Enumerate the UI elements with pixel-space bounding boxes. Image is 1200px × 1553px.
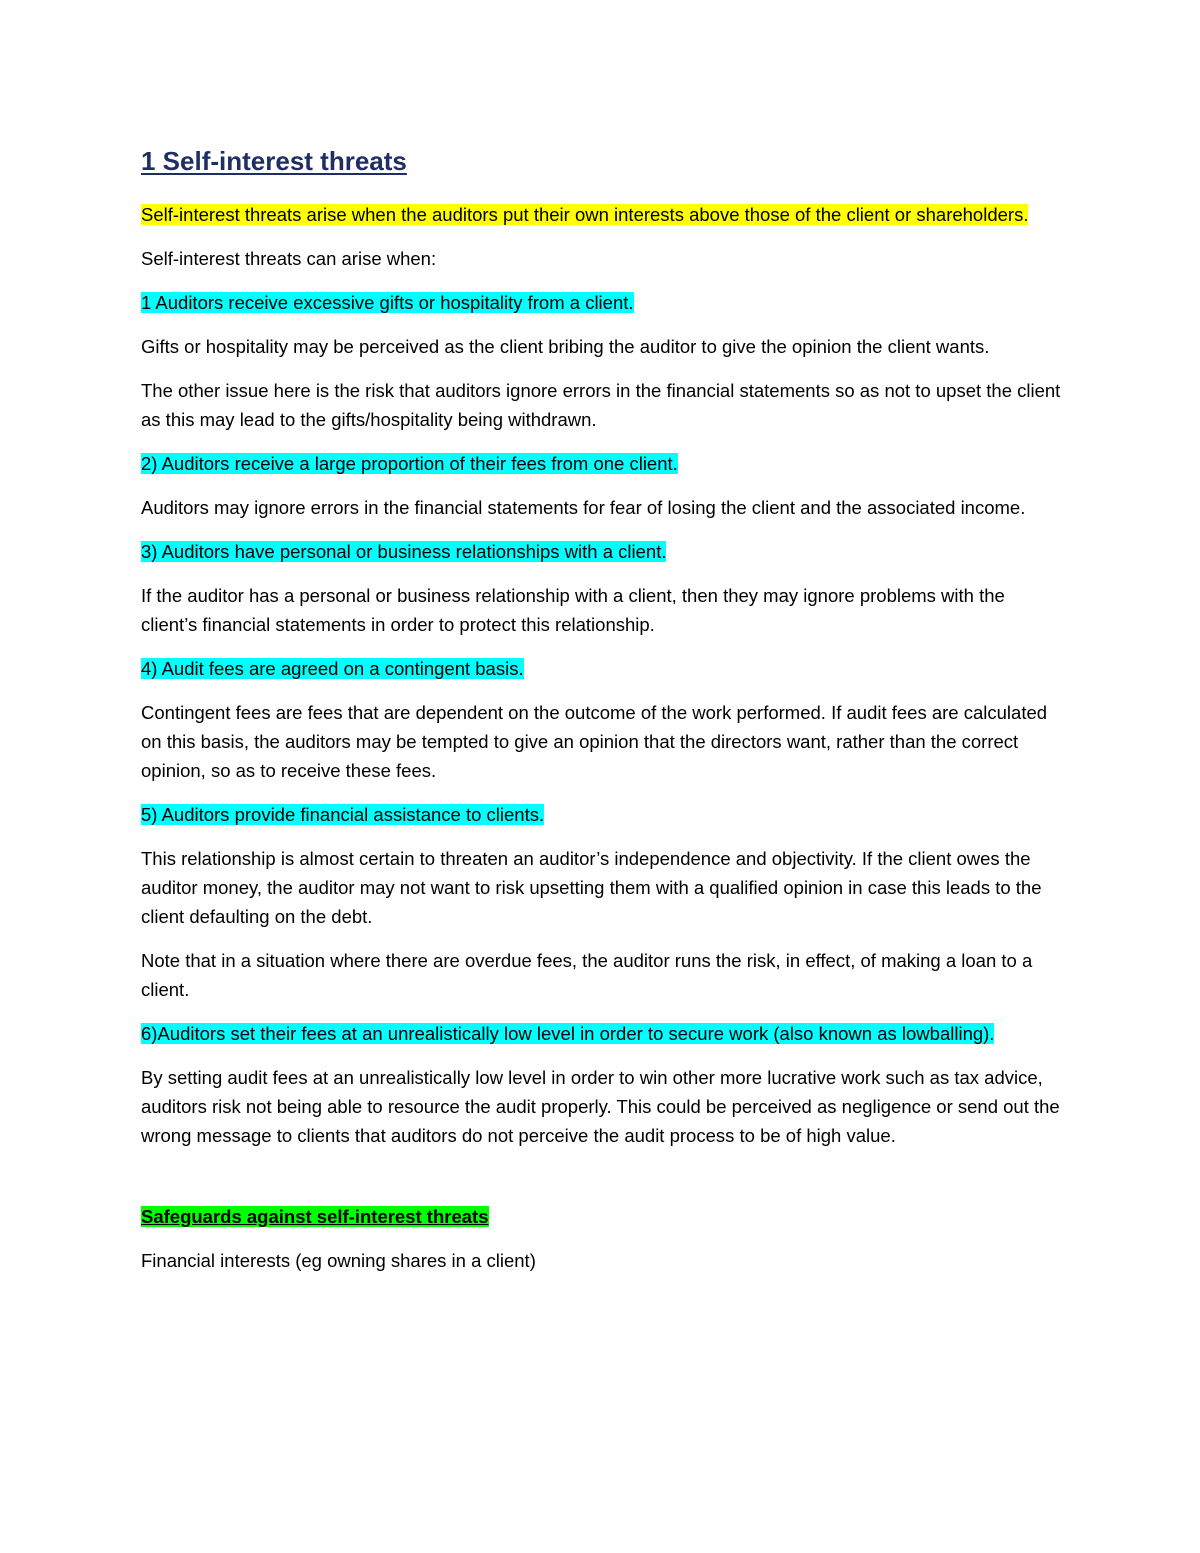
item-title-text: 5) Auditors provide financial assistance to clients.	[141, 804, 545, 825]
item-paragraph: Gifts or hospitality may be perceived as the client bribing the auditor to give the opinion the client wants.	[141, 336, 990, 357]
lead-in-text: Self-interest threats can arise when:	[141, 248, 437, 269]
item-paragraph: Auditors may ignore errors in the financial statements for fear of losing the client and the associated income.	[141, 497, 1026, 518]
item-title-text: 2) Auditors receive a large proportion of their fees from one client.	[141, 453, 678, 474]
item-paragraph: By setting audit fees at an unrealistically low level in order to win other more lucrative work such as tax advice, auditors risk not being able to resource the audit properly. This could be perceived as negligence or send out the wrong message to clients that auditors do not perceive the audit process to be of high value.	[141, 1067, 1060, 1146]
safeguards-heading-text: Safeguards against self-interest threats	[141, 1206, 489, 1227]
intro-text: Self-interest threats arise when the auditors put their own interests above those of the client or shareholders.	[141, 204, 1029, 225]
item-title	[141, 800, 1061, 829]
item-paragraph: Contingent fees are fees that are dependent on the outcome of the work performed. If audit fees are calculated on this basis, the auditors may be tempted to give an opinion that the directors want, rather than the correct opinion, so as to receive these fees.	[141, 702, 1048, 781]
item-title-text: 4) Audit fees are agreed on a contingent basis.	[141, 658, 524, 679]
safeguards-heading	[141, 1202, 1061, 1231]
item-title-text: 6)Auditors set their fees at an unrealistically low level in order to secure work (also known as lowballing).	[141, 1023, 995, 1044]
document-page	[141, 140, 1061, 1290]
item-paragraph: If the auditor has a personal or business relationship with a client, then they may ignore problems with the client’s financial statements in order to protect this relationship.	[141, 585, 1005, 635]
intro-paragraph	[141, 200, 1061, 229]
item-paragraph: Note that in a situation where there are overdue fees, the auditor runs the risk, in effect, of making a loan to a client.	[141, 950, 1033, 1000]
safeguards-subtitle: Financial interests (eg owning shares in a client)	[141, 1250, 536, 1271]
item-title	[141, 537, 1061, 566]
item-title	[141, 288, 1061, 317]
item-paragraph: The other issue here is the risk that auditors ignore errors in the financial statements so as not to upset the client as this may lead to the gifts/hospitality being withdrawn.	[141, 380, 1061, 430]
item-title	[141, 449, 1061, 478]
item-title-text: 3) Auditors have personal or business relationships with a client.	[141, 541, 667, 562]
item-title	[141, 1019, 1061, 1048]
spacer	[141, 1165, 1061, 1202]
page-title: 1 Self-interest threats	[141, 146, 407, 176]
item-title	[141, 654, 1061, 683]
item-paragraph: This relationship is almost certain to threaten an auditor’s independence and objectivity. If the client owes the auditor money, the auditor may not want to risk upsetting them with a qualified opinion in case this leads to the client defaulting on the debt.	[141, 848, 1042, 927]
item-title-text: 1 Auditors receive excessive gifts or hospitality from a client.	[141, 292, 634, 313]
